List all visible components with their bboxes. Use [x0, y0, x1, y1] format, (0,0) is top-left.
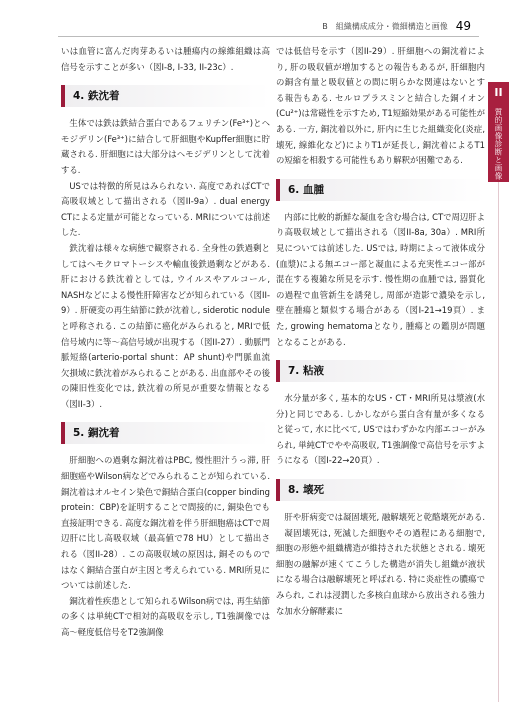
body-paragraph: 凝固壊死は, 死滅した細胞やその過程にある細胞で, 細胞の形態や組織構造が維持された状態とされる. 壊死細胞の融解が速くてこうした構造が消失し組織が液状になる場合は融解壊死と呼ばれる. 特に炎症性の膿瘍でみられ, これは浸潤した多核白血球から放出される強力な加水分解酵素に	[276, 527, 485, 616]
body-paragraph: 内部に比較的新鮮な凝血を含む場合は, CTで周辺肝より高吸収域として描出される（図II-8a, 30a）. MRI所見については前述した. USでは, 時期によって液体成分(血漿)による無エコー部と凝血による充実性エコー部が混在する複雑な所見を示す. 慢性期の血腫では, 器質化の過程で血管新生を誘発し, 周部が造影で濃染を示し, 壁在腫瘍と類似する場合がある（図I-21→19頁）. また, growing hematomaとなり, 腫瘍との鑑別が問題となることがある.	[276, 211, 485, 347]
section-heading: 8. 壊死	[276, 479, 485, 501]
section-heading: 6. 血腫	[276, 179, 485, 201]
body-paragraph: 水分量が多く, 基本的なUS・CT・MRI所見は漿液(水分)と同じである. しかしながら蛋白含有量が多くなると従って, 水に比べて, USではわずかな内部エコーがみられ, 単純CTでやや高吸収, T1強調像で高信号を示すようになる（図I-22→20頁）.	[276, 393, 485, 466]
header-rule	[58, 36, 479, 37]
section-heading: 4. 鉄沈着	[61, 85, 270, 107]
running-header	[322, 18, 471, 34]
chapter-label: 質的画像診断と画像	[494, 108, 503, 180]
chapter-numeral: II	[494, 86, 503, 99]
right-column	[276, 44, 485, 619]
body-paragraph: では低信号を示す（図II-29）. 肝細胞への銅沈着により, 肝の吸収値が増加するとの報告もあるが, 肝細胞内の銅含有量と吸収値との間に明らかな関連はないとする報告もある. セルロプラスミンと結合した銅イオン(Cu²⁺)は常磁性を示すため, T1短縮効果がある可能性がある. 一方, 銅沈着以外に, 肝内に生じた組織変化(炎症, 壊死, 線維化など)によりT1が延長し, 銅沈着によるT1の短縮を相殺する可能性もあり解釈が困難である.	[276, 46, 485, 166]
body-paragraph: 肝や肝病変では凝固壊死, 融解壊死と乾酪壊死がある.	[284, 512, 486, 523]
body-paragraph: 銅沈着性疾患として知られるWilson病では, 再生結節の多くは単純CTで相対的高吸収を示し, T1強調像では高～軽度低信号をT2強調像	[61, 595, 270, 637]
header-section: B 組織構成成分・微細構造と画像	[322, 21, 448, 31]
body-paragraph: いは血管に富んだ肉芽あるいは腫瘍内の線維組織は高信号を示すことが多い（図I-8, I-33, II-23c）.	[61, 46, 270, 72]
body-paragraph: 鉄沈着は様々な病態で観察される. 全身性の鉄過剰としてはヘモクロマトーシスや輸血後鉄過剰などがある. 肝における鉄沈着としては, ウイルスやアルコール, NASHなどによる慢性肝障害などが知られている（図II-9）. 肝硬変の再生結節に鉄が沈着し, siderotic noduleと呼称される. この結節に癌化がみられると, MRIで低信号域内に等～高信号域が出現する（図II-27）. 動脈門脈短絡(arterio-portal shunt：AP shunt)や門脈血流欠損域に鉄沈着がみられることがある. 出血部やその後の陳旧性変化では, 鉄沈着の所見が重要な情報となる（図II-3）.	[61, 242, 270, 409]
section-heading: 5. 銅沈着	[61, 422, 270, 444]
body-paragraph: 肝細胞への過剰な銅沈着はPBC, 慢性胆汁うっ滞, 肝細胞癌やWilson病などでみられることが知られている. 銅沈着はオルセイン染色で銅結合蛋白(copper binding protein：CBP)を証明することで間接的に, 銅染色でも直接証明できる. 高度な銅沈着を伴う肝細胞癌はCTで周辺肝に比し高吸収域（最高値で78 HU）として描出される（図II-28）. この高吸収域の原因は, 銅そのものではなく銅結合蛋白が主因と考えられている. MRI所見については前述した.	[61, 455, 270, 591]
section-heading: 7. 粘液	[276, 360, 485, 382]
chapter-tab	[488, 82, 509, 182]
body-paragraph: 生体では鉄は鉄結合蛋白であるフェリチン(Fe³⁺)とヘモジデリン(Fe³⁺)に結合して肝細胞やKupffer細胞に貯蔵される. 肝細胞には大部分はヘモジデリンとして沈着する.	[61, 118, 270, 175]
left-column	[61, 44, 270, 641]
page-number: 49	[455, 19, 471, 33]
body-paragraph: USでは特徴的所見はみられない. 高度であればCTで高吸収域として描出される（図II-9a）. dual energy CTによる定量が可能となっている. MRIについては前述した.	[61, 180, 270, 238]
sidebar-rule	[498, 182, 499, 702]
